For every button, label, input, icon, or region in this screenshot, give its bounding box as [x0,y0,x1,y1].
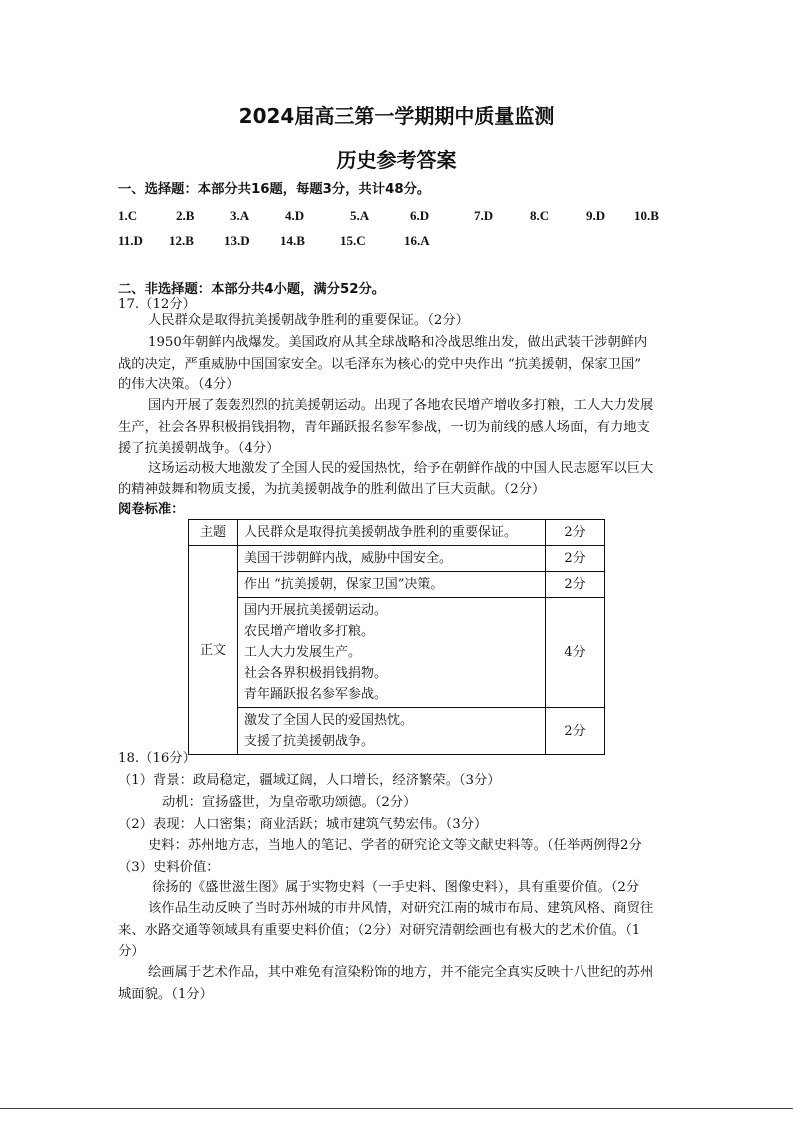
q18-line: 徐扬的《盛世滋生图》属于实物史料（一手史料、图像史料），具有重要价值。（2分 [152,880,640,895]
answer: 7.D [474,208,494,223]
answer: 11.D [118,233,143,248]
content-line: 社会各界积极捐钱捐物。 [244,666,388,681]
q18-line: 绘画属于艺术作品，其中难免有渲染粉饰的地方，并不能完全真实反映十八世纪的苏州 [148,965,654,980]
table-cell-score: 4分 [546,598,605,708]
answer: 15.C [340,233,366,248]
content-line: 工人大力发展生产。 [244,645,362,660]
table-cell-content: 美国干涉朝鲜内战，威胁中国安全。 [238,546,546,572]
grading-table [188,519,605,755]
q17-line: 人民群众是取得抗美援朝战争胜利的重要保证。（2分） [148,313,469,328]
table-cell-category: 正文 [189,546,238,755]
q18-line: 动机：宣扬盛世，为皇帝歌功颂德。（2分） [162,795,417,810]
q18-line: 城面貌。（1分） [118,987,213,1002]
q18-line: （2）表现：人口密集；商业活跃；城市建筑气势宏伟。（3分） [118,817,488,832]
q18-line: （3）史料价值： [118,860,220,875]
section1-heading: 一、选择题：本部分共16题，每题3分，共计48分。 [118,182,431,197]
document-title: 2024届高三第一学期期中质量监测 [238,104,555,128]
answer: 6.D [410,208,430,223]
grading-label: 阅卷标准： [118,502,185,517]
q17-line: 的伟大决策。（4分） [118,377,240,392]
q18-line: 来、水路交通等领域具有重要史料价值；（2分）对研究清朝绘画也有极大的艺术价值。（1 [118,923,641,938]
table-row [189,598,605,708]
table-cell-content [238,708,546,755]
answer: 16.A [404,233,430,248]
answer: 9.D [586,208,606,223]
table-cell-content: 作出 “抗美援朝，保家卫国”决策。 [238,572,546,598]
answer: 12.B [169,233,194,248]
q17-line: 1950年朝鲜内战爆发。美国政府从其全球战略和冷战思维出发，做出武装干涉朝鲜内 [148,335,648,350]
q17-line: 这场运动极大地激发了全国人民的爱国热忱，给予在朝鲜作战的中国人民志愿军以巨大 [148,461,654,476]
content-line: 激发了全国人民的爱国热忱。 [244,713,414,728]
q17-line: 国内开展了轰轰烈烈的抗美援朝运动。出现了各地农民增产增收多打粮，工人大力发展 [148,398,654,413]
answer: 2.B [176,208,195,223]
content-line: 国内开展抗美援朝运动。 [244,603,388,618]
q18-line: （1）背景：政局稳定，疆域辽阔，人口增长，经济繁荣。（3分） [118,773,501,788]
q17-line: 的精神鼓舞和物质支援，为抗美援朝战争的胜利做出了巨大贡献。（2分） [118,482,546,497]
answer: 13.D [224,233,250,248]
table-cell-score: 2分 [546,546,605,572]
content-line: 农民增产增收多打粮。 [244,624,375,639]
table-cell-score: 2分 [546,708,605,755]
section2-heading: 二、非选择题：本部分共4小题，满分52分。 [118,282,386,297]
answer: 5.A [350,208,370,223]
q17-line: 生产，社会各界积极捐钱捐物，青年踊跃报名参军参战，一切为前线的感人场面，有力地支 [118,420,650,435]
q18-line: 该作品生动反映了当时苏州城的市井风情，对研究江南的城市布局、建筑风格、商贸往 [148,901,654,916]
q17-label: 17.（12分） [118,297,196,312]
table-cell-content: 人民群众是取得抗美援朝战争胜利的重要保证。 [238,520,546,546]
table-row [189,520,605,546]
document-subtitle: 历史参考答案 [336,148,457,172]
answer: 3.A [230,208,250,223]
q18-line: 史料：苏州地方志，当地人的笔记、学者的研究论文等文献史料等。（任举两例得2分 [148,838,642,853]
table-cell-category: 主题 [189,520,238,546]
table-cell-score: 2分 [546,572,605,598]
answer: 10.B [634,208,659,223]
answer: 14.B [280,233,305,248]
q18-line: 分） [118,944,145,959]
table-cell-content [238,598,546,708]
table-cell-score: 2分 [546,520,605,546]
page-bottom-divider [0,1108,793,1109]
answer: 8.C [530,208,550,223]
table-row [189,708,605,755]
answer: 1.C [118,208,138,223]
content-line: 青年踊跃报名参军参战。 [244,687,388,702]
q17-line: 援了抗美援朝战争。（4分） [118,441,280,456]
table-row [189,546,605,572]
q18-label: 18.（16分） [118,751,196,766]
answer: 4.D [285,208,305,223]
content-line: 支援了抗美援朝战争。 [244,734,375,749]
table-row [189,572,605,598]
q17-line: 战的决定，严重威胁中国国家安全。以毛泽东为核心的党中央作出 “抗美援朝，保家卫国” [118,357,642,372]
